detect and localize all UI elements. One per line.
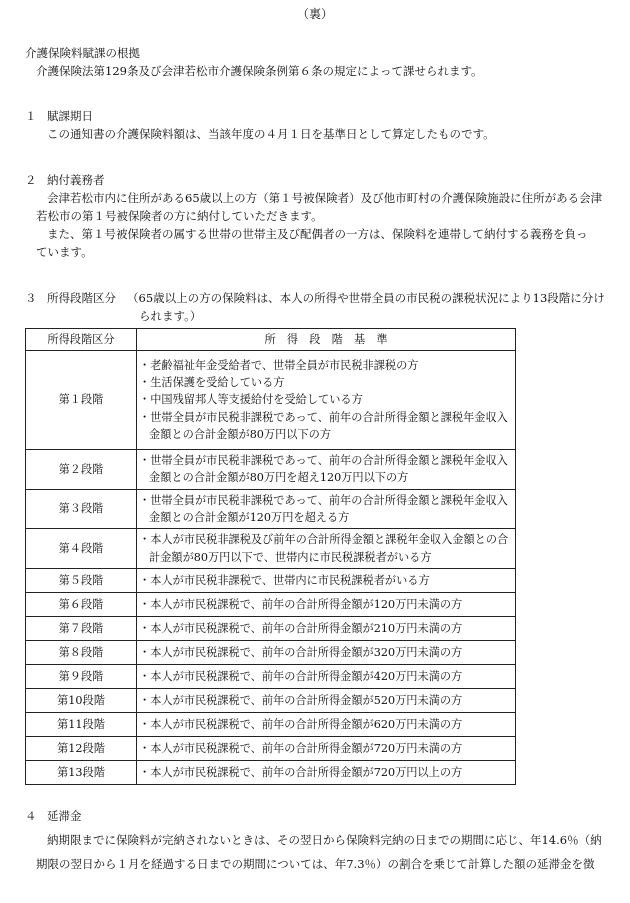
section2-title: 納付義務者 xyxy=(47,173,105,187)
column-header-criteria: 所 得 段 階 基 準 xyxy=(137,329,516,351)
table-row xyxy=(26,489,516,529)
criteria-item: ・本人が市民税課税で、前年の合計所得金額が720万円以上の方 xyxy=(139,765,463,779)
grade-cell: 第１段階 xyxy=(26,351,137,450)
section2-number: ２ xyxy=(25,173,37,187)
column-header-grade: 所得段階区分 xyxy=(26,329,137,351)
table-row xyxy=(26,665,516,689)
table-row xyxy=(26,713,516,737)
section2-para2-line1: また、第１号被保険者の属する世帯の世帯主及び配偶者の一方は、保険料を連帯して納付する義務を負っ xyxy=(47,227,588,241)
grade-cell: 第７段階 xyxy=(26,617,137,641)
section1-title: 賦課期日 xyxy=(47,109,93,123)
criteria-cell xyxy=(137,529,516,569)
criteria-cell xyxy=(137,761,516,785)
grade-cell: 第13段階 xyxy=(26,761,137,785)
criteria-item: ・本人が市民税課税で、前年の合計所得金額が620万円未満の方 xyxy=(139,717,463,731)
table-row xyxy=(26,641,516,665)
section1-text: この通知書の介護保険料額は、当該年度の４月１日を基準日として算定したものです。 xyxy=(47,127,495,141)
grade-cell: 第６段階 xyxy=(26,593,137,617)
criteria-item: ・本人が市民税課税で、前年の合計所得金額が320万円未満の方 xyxy=(139,645,463,659)
criteria-item: ・本人が市民税課税で、前年の合計所得金額が720万円未満の方 xyxy=(139,741,463,755)
criteria-cell xyxy=(137,450,516,490)
grade-cell: 第11段階 xyxy=(26,713,137,737)
section3-note-line2: られます。） xyxy=(139,309,202,323)
section1-number: １ xyxy=(25,109,37,123)
section4-line2: 期限の翌日から１月を経過する日までの期間については、年7.3％）の割合を乗じて計算した額の延滞金を徴 xyxy=(36,857,595,871)
section3-number: ３ xyxy=(25,291,37,305)
table-row xyxy=(26,617,516,641)
criteria-cell xyxy=(137,665,516,689)
criteria-item: ・世帯全員が市民税非課税であって、前年の合計所得金額と課税年金収入金額との合計金額が120万円を超える方 xyxy=(139,493,508,525)
criteria-cell xyxy=(137,489,516,529)
section2-para2-line2: ています。 xyxy=(36,245,93,259)
criteria-item: ・生活保護を受給している方 xyxy=(139,375,285,389)
page-side-label: （裏） xyxy=(296,7,333,21)
table-header-row xyxy=(26,329,516,351)
grade-cell: 第８段階 xyxy=(26,641,137,665)
grade-cell: 第５段階 xyxy=(26,569,137,593)
section2-para1-line2: 若松市の第１号被保険者の方に納付していただきます。 xyxy=(36,209,323,223)
criteria-cell xyxy=(137,351,516,450)
section2-para1-line1: 会津若松市内に住所がある65歳以上の方（第１号被保険者）及び他市町村の介護保険施設に住所がある会津 xyxy=(47,191,603,205)
grade-cell: 第９段階 xyxy=(26,665,137,689)
grade-cell: 第12段階 xyxy=(26,737,137,761)
table-row xyxy=(26,593,516,617)
criteria-item: ・本人が市民税非課税で、世帯内に市民税課税者がいる方 xyxy=(139,573,430,587)
criteria-cell xyxy=(137,737,516,761)
criteria-item: ・本人が市民税課税で、前年の合計所得金額が120万円未満の方 xyxy=(139,597,463,611)
table-row xyxy=(26,737,516,761)
section3-title: 所得段階区分 xyxy=(47,291,116,305)
section4-number: ４ xyxy=(25,809,37,823)
table-row xyxy=(26,450,516,490)
criteria-item: ・世帯全員が市民税非課税であって、前年の合計所得金額と課税年金収入金額との合計金額が80万円を超え120万円以下の方 xyxy=(139,454,508,485)
section4-title: 延滞金 xyxy=(47,809,82,823)
criteria-item: ・世帯全員が市民税非課税であって、前年の合計所得金額と課税年金収入金額との合計金額が80万円以下の方 xyxy=(139,410,508,442)
table-row xyxy=(26,689,516,713)
grade-cell: 第10段階 xyxy=(26,689,137,713)
section4-line1: 納期限までに保険料が完納されないときは、その翌日から保険料完納の日までの期間に応じ、年14.6％（納 xyxy=(47,833,602,847)
criteria-cell xyxy=(137,641,516,665)
table-row xyxy=(26,761,516,785)
table-row xyxy=(26,529,516,569)
criteria-item: ・本人が市民税課税で、前年の合計所得金額が420万円未満の方 xyxy=(139,669,463,683)
criteria-cell xyxy=(137,713,516,737)
criteria-item: ・本人が市民税非課税及び前年の合計所得金額と課税年金収入金額との合計金額が80万円以下で、世帯内に市民税課税者がいる方 xyxy=(139,533,509,564)
criteria-item: ・老齢福祉年金受給者で、世帯全員が市民税非課税の方 xyxy=(139,358,419,372)
criteria-cell xyxy=(137,689,516,713)
grade-cell: 第４段階 xyxy=(26,529,137,569)
criteria-item: ・本人が市民税課税で、前年の合計所得金額が210万円未満の方 xyxy=(139,621,463,635)
section3-note-line1: （65歳以上の方の保険料は、本人の所得や世帯全員の市民税の課税状況により13段階に分け xyxy=(127,291,605,305)
criteria-item: ・本人が市民税課税で、前年の合計所得金額が520万円未満の方 xyxy=(139,693,463,707)
basis-text: 介護保険法第129条及び会津若松市介護保険条例第６条の規定によって課せられます。 xyxy=(36,64,483,78)
grade-cell: 第３段階 xyxy=(26,489,137,529)
criteria-cell xyxy=(137,593,516,617)
table-row xyxy=(26,569,516,593)
grade-cell: 第２段階 xyxy=(26,450,137,490)
basis-title: 介護保険料賦課の根拠 xyxy=(25,46,140,60)
table-row xyxy=(26,351,516,450)
criteria-cell xyxy=(137,569,516,593)
criteria-item: ・中国残留邦人等支援給付を受給している方 xyxy=(139,393,363,407)
income-grade-table xyxy=(25,328,516,785)
criteria-cell xyxy=(137,617,516,641)
